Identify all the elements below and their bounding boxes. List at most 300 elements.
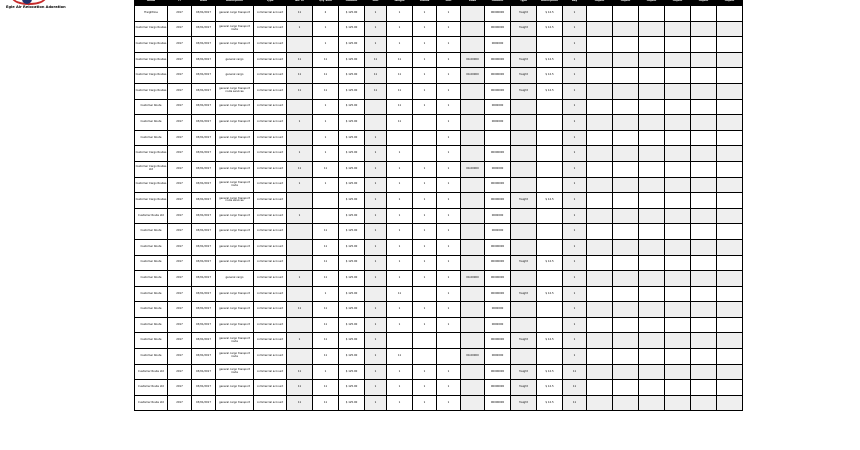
table-cell: [613, 380, 639, 396]
table-cell: 1: [437, 364, 461, 380]
table-cell: 1: [287, 177, 313, 193]
table-cell: 11: [387, 99, 413, 115]
table-cell: [691, 380, 717, 396]
table-cell: [639, 193, 665, 209]
table-cell: Customer Cargo Routes: [135, 146, 168, 162]
table-cell: [691, 52, 717, 68]
column-header: Type: [254, 0, 287, 6]
table-cell: $ 12.5: [537, 380, 563, 396]
table-cell: 1: [365, 21, 387, 37]
table-cell: [413, 115, 437, 131]
table-cell: 1: [413, 177, 437, 193]
table-cell: 11: [313, 333, 339, 349]
table-cell: 1: [437, 161, 461, 177]
table-cell: 00000000: [485, 271, 511, 287]
table-cell: 03/01/2017: [192, 380, 216, 396]
table-cell: commercial account: [254, 317, 287, 333]
table-cell: [665, 130, 691, 146]
table-cell: commercial account: [254, 349, 287, 365]
table-cell: $ 125.00: [339, 68, 365, 84]
table-cell: [665, 302, 691, 318]
table-cell: commercial account: [254, 37, 287, 53]
table-cell: 03/01/2017: [192, 317, 216, 333]
table-cell: 11: [563, 395, 587, 411]
table-row: [135, 364, 743, 380]
table-cell: 0000000: [485, 115, 511, 131]
table-cell: 2017: [168, 161, 192, 177]
table-cell: 1: [437, 193, 461, 209]
table-cell: [691, 395, 717, 411]
table-cell: general cargo transport: [216, 208, 254, 224]
table-cell: commercial account: [254, 255, 287, 271]
table-cell: [691, 349, 717, 365]
table-cell: [587, 302, 613, 318]
table-cell: 1: [437, 146, 461, 162]
table-cell: 2017: [168, 83, 192, 99]
table-cell: [461, 333, 485, 349]
table-cell: [287, 286, 313, 302]
table-cell: [665, 239, 691, 255]
column-header: Weight: [387, 0, 413, 6]
table-cell: $ 12.5: [537, 193, 563, 209]
table-cell: [613, 83, 639, 99]
table-cell: 1: [387, 271, 413, 287]
table-cell: 1: [437, 21, 461, 37]
table-cell: [639, 364, 665, 380]
table-cell: 11: [313, 52, 339, 68]
table-cell: 1: [413, 395, 437, 411]
table-cell: 1: [313, 37, 339, 53]
table-row: [135, 208, 743, 224]
table-cell: 2017: [168, 364, 192, 380]
table-cell: 1: [365, 193, 387, 209]
table-cell: 11: [365, 68, 387, 84]
table-cell: 1: [365, 302, 387, 318]
table-cell: [537, 239, 563, 255]
table-cell: [665, 208, 691, 224]
table-cell: [587, 193, 613, 209]
table-cell: 1: [313, 115, 339, 131]
table-cell: 2017: [168, 333, 192, 349]
table-row: [135, 224, 743, 240]
table-cell: [691, 271, 717, 287]
table-cell: [691, 208, 717, 224]
table-cell: [691, 6, 717, 22]
table-cell: [665, 380, 691, 396]
column-header: Description: [537, 0, 563, 6]
table-row: [135, 271, 743, 287]
table-cell: general cargo transport: [216, 286, 254, 302]
table-cell: general cargo transport: [216, 380, 254, 396]
table-cell: 1: [563, 193, 587, 209]
table-cell: commercial account: [254, 52, 287, 68]
table-cell: [365, 115, 387, 131]
table-cell: Customer Cargo Routes: [135, 52, 168, 68]
table-cell: 1: [413, 224, 437, 240]
table-cell: [437, 349, 461, 365]
table-cell: [665, 395, 691, 411]
table-cell: 11: [287, 302, 313, 318]
table-cell: [511, 146, 537, 162]
table-cell: 1: [413, 208, 437, 224]
table-cell: 11: [313, 271, 339, 287]
table-cell: [665, 224, 691, 240]
table-cell: freight: [511, 364, 537, 380]
table-cell: commercial account: [254, 224, 287, 240]
table-cell: 11: [313, 83, 339, 99]
table-cell: 1: [365, 255, 387, 271]
table-cell: [587, 161, 613, 177]
table-cell: 11: [387, 83, 413, 99]
table-cell: [287, 130, 313, 146]
table-cell: freight: [511, 286, 537, 302]
table-cell: 00000000: [485, 333, 511, 349]
table-cell: 1: [365, 333, 387, 349]
table-cell: [639, 286, 665, 302]
table-cell: 2017: [168, 317, 192, 333]
table-cell: 1: [563, 146, 587, 162]
table-cell: freight: [511, 333, 537, 349]
table-cell: commercial account: [254, 380, 287, 396]
table-cell: commercial account: [254, 21, 287, 37]
table-cell: Customer Route: [135, 255, 168, 271]
table-cell: 0000000: [485, 302, 511, 318]
table-cell: [691, 130, 717, 146]
table-cell: 1: [365, 6, 387, 22]
table-cell: 1: [313, 364, 339, 380]
table-cell: 11: [313, 380, 339, 396]
table-cell: 1: [437, 239, 461, 255]
table-cell: freight: [511, 68, 537, 84]
table-cell: [639, 115, 665, 131]
table-cell: 1: [365, 224, 387, 240]
table-cell: $ 125.00: [339, 271, 365, 287]
table-cell: 1: [387, 364, 413, 380]
table-cell: 1: [563, 83, 587, 99]
table-cell: freight: [511, 380, 537, 396]
table-cell: 00-00000: [461, 271, 485, 287]
table-cell: 1: [313, 146, 339, 162]
table-cell: [587, 224, 613, 240]
table-cell: 2017: [168, 193, 192, 209]
table-cell: [461, 302, 485, 318]
table-cell: general cargo transport route: [216, 349, 254, 365]
table-cell: freight: [511, 193, 537, 209]
table-cell: 11: [365, 83, 387, 99]
table-cell: 1: [365, 349, 387, 365]
table-cell: [665, 193, 691, 209]
table-cell: [665, 37, 691, 53]
table-cell: 1: [563, 99, 587, 115]
table-cell: $ 125.00: [339, 286, 365, 302]
table-cell: [587, 333, 613, 349]
table-cell: [665, 333, 691, 349]
table-cell: $ 125.00: [339, 395, 365, 411]
table-cell: [537, 177, 563, 193]
table-cell: 03/01/2017: [192, 208, 216, 224]
table-cell: [639, 83, 665, 99]
table-cell: 1: [365, 208, 387, 224]
table-cell: [665, 21, 691, 37]
table-cell: Customer Route: [135, 302, 168, 318]
table-cell: [639, 6, 665, 22]
table-cell: 2: [313, 6, 339, 22]
table-cell: 1: [313, 286, 339, 302]
table-cell: general cargo transport: [216, 37, 254, 53]
table-cell: 03/01/2017: [192, 255, 216, 271]
table-cell: commercial account: [254, 239, 287, 255]
table-cell: [511, 99, 537, 115]
table-cell: [461, 130, 485, 146]
table-cell: [537, 302, 563, 318]
table-cell: $ 125.00: [339, 37, 365, 53]
table-cell: 1: [387, 6, 413, 22]
table-cell: 03/01/2017: [192, 83, 216, 99]
table-cell: 0000000: [485, 161, 511, 177]
table-cell: [691, 193, 717, 209]
table-cell: [587, 349, 613, 365]
table-cell: general cargo transport: [216, 302, 254, 318]
table-cell: 1: [563, 286, 587, 302]
table-cell: $ 125.00: [339, 239, 365, 255]
table-cell: [313, 193, 339, 209]
table-cell: [461, 177, 485, 193]
table-cell: 1: [313, 21, 339, 37]
table-cell: [537, 99, 563, 115]
table-cell: 03/01/2017: [192, 349, 216, 365]
table-cell: [691, 286, 717, 302]
table-cell: [639, 239, 665, 255]
table-cell: [461, 99, 485, 115]
table-row: [135, 286, 743, 302]
table-cell: 1: [387, 177, 413, 193]
table-cell: commercial account: [254, 193, 287, 209]
column-header: Load: [461, 0, 485, 6]
table-cell: [587, 83, 613, 99]
table-cell: [461, 239, 485, 255]
table-cell: general cargo transport: [216, 255, 254, 271]
table-cell: [413, 286, 437, 302]
table-cell: [413, 333, 437, 349]
table-cell: 1: [313, 99, 339, 115]
table-cell: 1: [413, 239, 437, 255]
table-cell: 1: [563, 115, 587, 131]
table-cell: 11: [313, 302, 339, 318]
column-header: Adjust: [613, 0, 639, 6]
table-cell: 1: [563, 239, 587, 255]
table-cell: [639, 146, 665, 162]
table-cell: [613, 302, 639, 318]
table-row: [135, 161, 743, 177]
table-cell: 2017: [168, 177, 192, 193]
table-row: [135, 177, 743, 193]
table-cell: [511, 224, 537, 240]
table-cell: 00000000: [485, 6, 511, 22]
table-row: [135, 193, 743, 209]
table-cell: 1: [413, 99, 437, 115]
table-cell: [639, 161, 665, 177]
table-cell: commercial account: [254, 99, 287, 115]
table-cell: 00-00000: [461, 349, 485, 365]
table-cell: Customer Cargo Routes: [135, 83, 168, 99]
table-cell: [287, 239, 313, 255]
table-cell: [537, 37, 563, 53]
column-header: Adjust: [717, 0, 743, 6]
table-cell: 00000000: [485, 239, 511, 255]
table-cell: Customer Cargo Routes: [135, 21, 168, 37]
table-cell: [613, 333, 639, 349]
table-cell: Customer Route: [135, 349, 168, 365]
table-cell: 2017: [168, 224, 192, 240]
table-cell: 1: [563, 130, 587, 146]
table-cell: general cargo transport: [216, 6, 254, 22]
table-cell: [587, 177, 613, 193]
table-cell: 11: [387, 52, 413, 68]
table-cell: [287, 224, 313, 240]
table-cell: 1: [563, 52, 587, 68]
table-cell: [287, 349, 313, 365]
table-cell: 11: [313, 255, 339, 271]
table-cell: commercial account: [254, 115, 287, 131]
table-cell: [691, 224, 717, 240]
table-cell: general cargo transport: [216, 161, 254, 177]
table-cell: 03/01/2017: [192, 6, 216, 22]
table-cell: 1: [563, 177, 587, 193]
table-cell: commercial account: [254, 395, 287, 411]
table-cell: [613, 161, 639, 177]
table-cell: [665, 99, 691, 115]
table-cell: 03/01/2017: [192, 37, 216, 53]
table-cell: 1: [563, 208, 587, 224]
column-header: Adjust: [587, 0, 613, 6]
table-cell: commercial account: [254, 364, 287, 380]
table-cell: commercial account: [254, 333, 287, 349]
table-cell: 1: [287, 333, 313, 349]
table-cell: commercial account: [254, 146, 287, 162]
column-header: Yr: [168, 0, 192, 6]
table-cell: [511, 115, 537, 131]
table-cell: 00000000: [485, 395, 511, 411]
table-cell: [691, 177, 717, 193]
table-cell: 03/01/2017: [192, 115, 216, 131]
table-cell: 1: [365, 161, 387, 177]
table-cell: [665, 115, 691, 131]
table-cell: [613, 6, 639, 22]
table-cell: freight: [511, 255, 537, 271]
table-cell: general cargo transport route: [216, 364, 254, 380]
table-cell: 2017: [168, 255, 192, 271]
table-cell: [365, 99, 387, 115]
table-cell: [587, 6, 613, 22]
table-cell: [691, 333, 717, 349]
table-row: [135, 395, 743, 411]
table-cell: [639, 177, 665, 193]
table-cell: [365, 286, 387, 302]
table-cell: [413, 146, 437, 162]
table-cell: 1: [387, 37, 413, 53]
table-cell: 2017: [168, 349, 192, 365]
table-cell: $ 125.00: [339, 317, 365, 333]
table-cell: 1: [365, 239, 387, 255]
table-cell: [461, 224, 485, 240]
table-cell: 2017: [168, 239, 192, 255]
table-cell: [485, 130, 511, 146]
page-margin: [724, 0, 860, 450]
table-cell: 1: [413, 271, 437, 287]
table-cell: 00-00000: [461, 68, 485, 84]
table-cell: Customer Route: [135, 286, 168, 302]
table-cell: 1: [365, 177, 387, 193]
table-cell: $ 125.00: [339, 52, 365, 68]
table-cell: 11: [365, 52, 387, 68]
table-cell: 1: [413, 68, 437, 84]
table-cell: $ 12.5: [537, 364, 563, 380]
table-cell: 00-00000: [461, 161, 485, 177]
table-row: [135, 146, 743, 162]
table-cell: [537, 115, 563, 131]
table-cell: [639, 208, 665, 224]
table-cell: general cargo: [216, 68, 254, 84]
table-cell: [691, 364, 717, 380]
table-cell: $ 125.00: [339, 83, 365, 99]
table-cell: 1: [563, 349, 587, 365]
table-cell: [511, 302, 537, 318]
table-cell: [639, 37, 665, 53]
table-cell: Customer Route Ltd: [135, 380, 168, 396]
table-cell: 1: [437, 99, 461, 115]
table-cell: [639, 395, 665, 411]
table-cell: 1: [563, 302, 587, 318]
table-cell: $ 125.00: [339, 193, 365, 209]
table-cell: [461, 380, 485, 396]
table-cell: [587, 130, 613, 146]
table-cell: 1: [387, 395, 413, 411]
table-cell: $ 125.00: [339, 115, 365, 131]
table-cell: $ 125.00: [339, 333, 365, 349]
table-cell: [587, 286, 613, 302]
table-row: [135, 68, 743, 84]
table-cell: 03/01/2017: [192, 146, 216, 162]
table-cell: $ 12.5: [537, 21, 563, 37]
table-cell: 1: [365, 146, 387, 162]
column-header: Adjust: [665, 0, 691, 6]
table-cell: 2017: [168, 130, 192, 146]
table-cell: general cargo transport: [216, 395, 254, 411]
table-cell: [511, 208, 537, 224]
column-header: Qty Sold: [313, 0, 339, 6]
table-cell: 11: [387, 349, 413, 365]
table-cell: freight: [511, 83, 537, 99]
table-cell: Customer Cargo Routes: [135, 37, 168, 53]
table-cell: [691, 99, 717, 115]
table-cell: 03/01/2017: [192, 52, 216, 68]
table-cell: 00000000: [485, 83, 511, 99]
table-cell: [665, 177, 691, 193]
table-cell: 11: [287, 6, 313, 22]
table-cell: [287, 37, 313, 53]
table-cell: 1: [563, 224, 587, 240]
table-cell: general cargo transport: [216, 130, 254, 146]
table-cell: [461, 21, 485, 37]
table-cell: 1: [437, 286, 461, 302]
table-cell: Customer Cargo Routes: [135, 177, 168, 193]
table-cell: 11: [287, 68, 313, 84]
table-cell: 1: [437, 68, 461, 84]
table-cell: 1: [563, 21, 587, 37]
table-cell: 0000000: [485, 37, 511, 53]
table-cell: [461, 395, 485, 411]
table-cell: 1: [413, 380, 437, 396]
